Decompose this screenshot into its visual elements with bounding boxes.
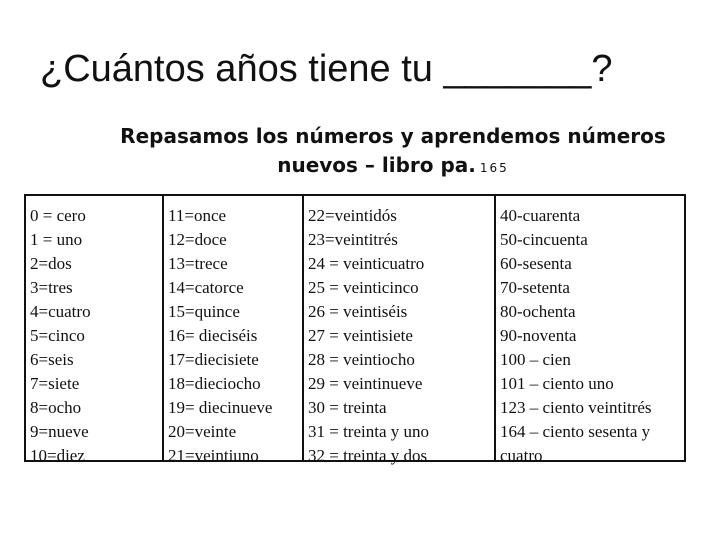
number-entry: 9=nueve: [30, 422, 89, 441]
number-entry: 164 – ciento sesenta y cuatro: [500, 422, 651, 465]
number-entry: 50-cincuenta: [500, 230, 588, 249]
number-entry: 40-cuarenta: [500, 206, 581, 225]
page-number: 165: [479, 161, 509, 175]
number-entry: 80-ochenta: [500, 302, 576, 321]
subtitle-line-2-text: nuevos – libro pa.: [277, 153, 476, 177]
number-entry: 26 = veintiséis: [308, 302, 408, 321]
number-entry: 27 = veintisiete: [308, 326, 413, 345]
number-entry: 24 = veinticuatro: [308, 254, 425, 273]
number-entry: 8=ocho: [30, 398, 82, 417]
number-entry: 23=veintitrés: [308, 230, 398, 249]
number-entry: 14=catorce: [168, 278, 244, 297]
number-entry: 3=tres: [30, 278, 73, 297]
number-entry: 0 = cero: [30, 206, 86, 225]
numbers-table: [24, 194, 686, 465]
subtitle: [0, 122, 720, 183]
number-entry: 4=cuatro: [30, 302, 91, 321]
number-entry: 30 = treinta: [308, 398, 387, 417]
number-entry: 90-noventa: [500, 326, 577, 345]
number-entry: 32 = treinta y dos: [308, 446, 428, 465]
number-entry: 16= dieciséis: [168, 326, 258, 345]
numbers-column-40-164: [496, 196, 684, 465]
subtitle-line-2: [0, 151, 720, 183]
number-entry: 1 = uno: [30, 230, 83, 249]
numbers-column-22-32: [304, 196, 496, 465]
number-entry: 20=veinte: [168, 422, 237, 441]
number-entry: 60-sesenta: [500, 254, 572, 273]
number-entry: 19= diecinueve: [168, 398, 273, 417]
number-entry: 25 = veinticinco: [308, 278, 419, 297]
number-entry: 70-setenta: [500, 278, 570, 297]
number-entry: 21=veintiuno: [168, 446, 259, 465]
number-entry: 15=quince: [168, 302, 240, 321]
number-entry: 17=diecisiete: [168, 350, 259, 369]
subtitle-line-1: Repasamos los números y aprendemos números: [120, 124, 666, 148]
number-entry: 100 – cien: [500, 350, 571, 369]
number-entry: 5=cinco: [30, 326, 85, 345]
number-entry: 11=once: [168, 206, 227, 225]
number-entry: 101 – ciento uno: [500, 374, 614, 393]
number-entry: 31 = treinta y uno: [308, 422, 430, 441]
number-entry: 123 – ciento veintitrés: [500, 398, 652, 417]
number-entry: 13=trece: [168, 254, 228, 273]
number-entry: 22=veintidós: [308, 206, 397, 225]
number-entry: 29 = veintinueve: [308, 374, 423, 393]
number-entry: 7=siete: [30, 374, 80, 393]
numbers-column-0-10: [26, 196, 164, 465]
number-entry: 6=seis: [30, 350, 74, 369]
numbers-column-11-21: [164, 196, 304, 465]
page-title: ¿Cuántos años tiene tu _______?: [40, 48, 613, 90]
number-entry: 18=dieciocho: [168, 374, 261, 393]
number-entry: 28 = veintiocho: [308, 350, 415, 369]
number-entry: 10=diez: [30, 446, 85, 465]
number-entry: 2=dos: [30, 254, 72, 273]
number-entry: 12=doce: [168, 230, 227, 249]
